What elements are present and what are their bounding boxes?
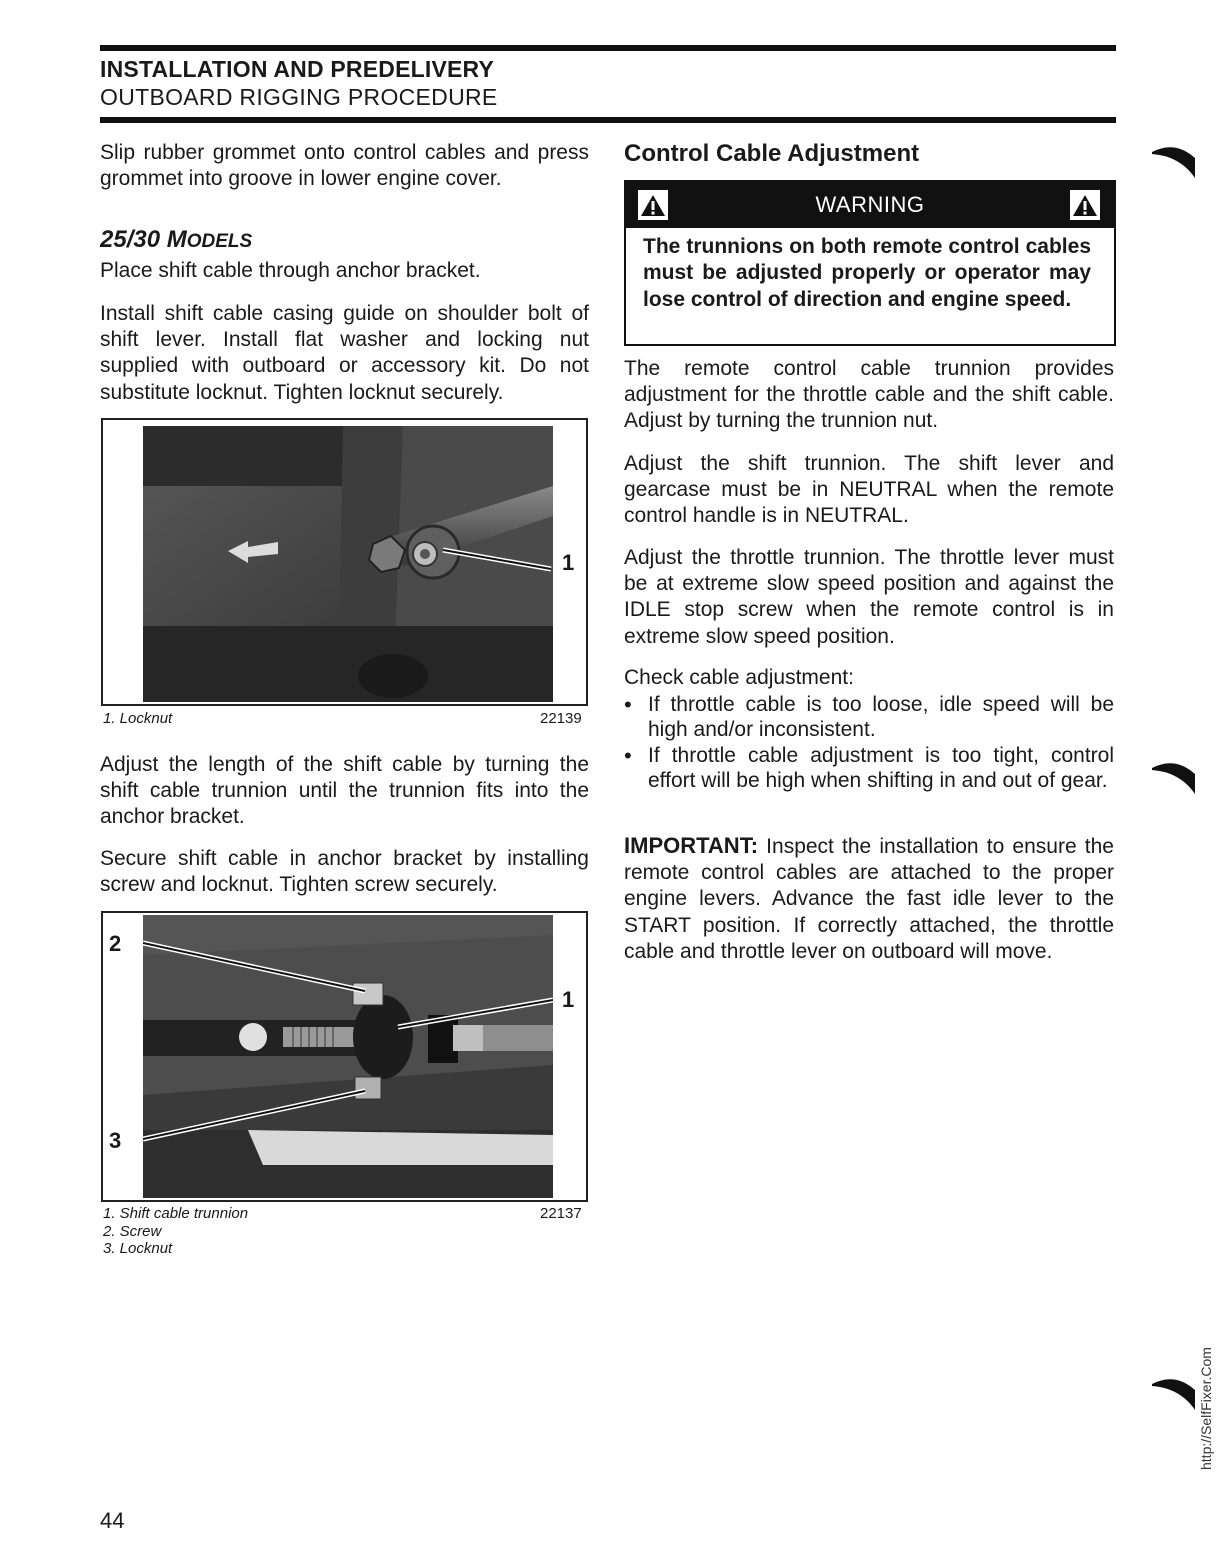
- important-label: IMPORTANT:: [624, 833, 759, 858]
- paragraph-casing-guide: Install shift cable casing guide on shoulder bolt of shift lever. Install flat washer and locking nut supplied with outboard or accessory kit. Do not substitute locknut. Tighten locknut securely.: [100, 302, 589, 404]
- important-note: [624, 833, 1114, 965]
- trunnion-photo: [143, 915, 553, 1198]
- check-intro: Check cable adjustment:: [624, 666, 854, 689]
- paragraph-secure-cable: Secure shift cable in anchor bracket by installing screw and locknut. Tighten screw securely.: [100, 847, 589, 897]
- list-item: • If throttle cable adjustment is too tight, control effort will be high when shifting in and out of gear.: [624, 743, 1114, 793]
- warning-label: WARNING: [815, 192, 925, 217]
- check-list: [624, 692, 1114, 794]
- list-item: • If throttle cable is too loose, idle speed will be high and/or inconsistent.: [624, 692, 1114, 742]
- figure-number: 22139: [540, 710, 582, 727]
- warning-bar: [626, 182, 1114, 228]
- warning-text: The trunnions on both remote control cables must be adjusted properly or operator may lose control of direction and engine speed.: [643, 235, 1091, 311]
- paragraph-anchor-bracket: Place shift cable through anchor bracket.: [100, 259, 481, 282]
- section-title: Control Cable Adjustment: [624, 140, 920, 167]
- binder-mark-icon: [1150, 756, 1200, 796]
- page-number: 44: [100, 1508, 125, 1533]
- paragraph-trunnion: The remote control cable trunnion provides adjustment for the throttle cable and the shift cable. Adjust by turning the trunnion nut.: [624, 357, 1114, 433]
- caption-line: 2. Screw: [103, 1222, 162, 1240]
- callout-2: 2: [109, 931, 122, 956]
- section-heading: INSTALLATION AND PREDELIVERY: [100, 56, 495, 82]
- figure-shift-cable-trunnion: [101, 911, 588, 1202]
- caption-line: 1. Shift cable trunnion: [103, 1205, 249, 1222]
- paragraph-shift-trunnion: Adjust the shift trunnion. The shift lever and gearcase must be in NEUTRAL when the remote control handle is in NEUTRAL.: [624, 452, 1114, 528]
- locknut-photo: [143, 426, 553, 702]
- callout-1: 1: [562, 550, 575, 575]
- header-top-rule: [100, 45, 1116, 51]
- models-heading: 25/30 MODELS: [100, 226, 253, 253]
- important-text: Inspect the installation to ensure the remote control cables are attached to the proper engine levers. Advance the fast idle lever to the START position. If correctly attached, the throttle cable and throttle lever on outboard will move.: [624, 835, 1114, 963]
- header-bottom-rule: [100, 117, 1116, 123]
- caption-line: 3. Locknut: [103, 1240, 173, 1257]
- figure-number: 22137: [540, 1205, 582, 1222]
- watermark: http://SelfFixer.Com: [1198, 1347, 1214, 1470]
- figure-locknut: [101, 418, 588, 706]
- subsection-heading: OUTBOARD RIGGING PROCEDURE: [100, 84, 498, 110]
- paragraph-throttle-trunnion: Adjust the throttle trunnion. The throttle lever must be at extreme slow speed position and against the IDLE stop screw when the remote control is in extreme slow speed position.: [624, 546, 1114, 648]
- figure-captions: [103, 1205, 248, 1258]
- callout-3: 3: [109, 1128, 122, 1153]
- callout-1: 1: [562, 987, 575, 1012]
- figure-caption: 1. Locknut: [103, 710, 173, 727]
- paragraph-adjust-length: Adjust the length of the shift cable by turning the shift cable trunnion until the trunnion fits into the anchor bracket.: [100, 753, 589, 829]
- intro-paragraph: Slip rubber grommet onto control cables and press grommet into groove in lower engine cover.: [100, 141, 589, 191]
- binder-mark-icon: [1150, 140, 1200, 180]
- binder-mark-icon: [1150, 1372, 1200, 1412]
- warning-box: [624, 180, 1116, 346]
- warning-triangle-icon: [1070, 190, 1100, 220]
